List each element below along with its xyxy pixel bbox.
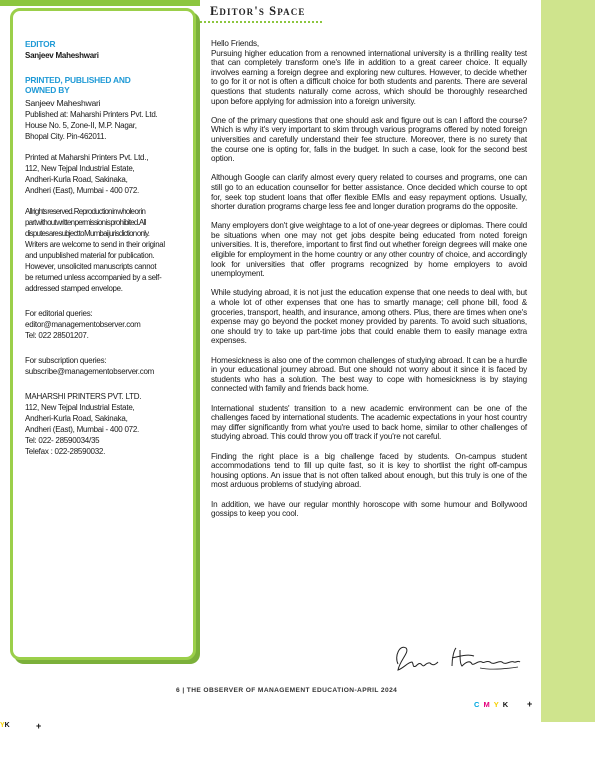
company-address-line: Andheri (East), Mumbai - 400 072.	[25, 424, 140, 434]
letter-paragraph: One of the primary questions that one should ask and figure out is can I afford the course? Which is why it's very important to skim through various programs offered by noted foreign universities and carefully understand their fee structure. Moreover, there is no surety that the course one is opting for, falls in the budget. In such a case, look for the second best option.	[211, 115, 527, 164]
rights-line: part without written permission is prohibited. All	[25, 217, 146, 227]
signature-stroke	[452, 648, 520, 666]
editor-heading: EDITOR	[25, 39, 56, 49]
editorial-phone: Tel: 022 28501207.	[25, 330, 89, 340]
page-number: 6	[176, 687, 181, 694]
editorial-email-link[interactable]: editor@managementobserver.com	[25, 319, 141, 329]
publisher-heading-line-1: PRINTED, PUBLISHED AND	[25, 74, 131, 85]
published-at-line: Bhopal City. Pin-462011.	[25, 131, 107, 141]
rights-section	[25, 206, 183, 294]
rights-line: disputes are subject to Mumbai jurisdiction only.	[25, 228, 150, 238]
magenta-mark: M	[483, 700, 491, 709]
page-title: Editor's Space	[210, 4, 306, 18]
rights-line: and unpublished material for publication.	[25, 250, 155, 260]
subscription-email-link[interactable]: subscribe@managementobserver.com	[25, 366, 155, 376]
company-telefax: Telefax : 022-28590032.	[25, 446, 106, 456]
letter-paragraph: Homesickness is also one of the common challenges of studying abroad. It can be a hurdle in your educational journey abroad. But one should not worry about it since it is faced by students who has a solution. The best way to cope with homesickness is by staying connected with family and friends back home.	[211, 355, 527, 394]
publisher-name: Sanjeev Maheshwari	[25, 97, 101, 108]
page-footer	[176, 687, 397, 694]
masthead-sidebar	[10, 8, 196, 660]
letter-paragraph: Finding the right place is a big challenge faced by students. On-campus student accommodations tend to fill up quite fast, so it is key to shortlist the right off-campus housing options. An issue that is not often talked about enough, but this truly is one of the most arduous problems of studying abroad.	[211, 451, 527, 490]
section-header	[200, 4, 530, 24]
publication-name: THE OBSERVER OF MANAGEMENT EDUCATION-APRIL 2024	[186, 687, 398, 694]
rights-line: All rights reserved. Reproduction in whole or in	[25, 206, 146, 216]
letter-paragraph: Pursuing higher education from a renowned international university is a thrilling reality test that can completely transform one's life in addition to a great career choice. It equally involves earning a foreign degree and exploring new cultures. However, to decide whether to go for it or not is often a difficult choice for both students and parents. There are several questions that students naturally come across, which should be thoroughly researched upon before applying for admission into a foreign university.	[211, 48, 527, 106]
signature-stroke	[397, 647, 438, 670]
rights-line: Writers are welcome to send in their original	[25, 239, 165, 249]
editor-signature	[390, 638, 530, 678]
printed-at-line: Printed at Maharshi Printers Pvt. Ltd.,	[25, 152, 149, 162]
letter-paragraph: Many employers don't give weightage to a lot of one-year degrees or diplomas. There could be situations when one may not get jobs despite being educated from noted foreign universities. It is, therefore, important to first find out whether foreign degrees will make one eligible for employment in the home country or any other country of choice, and accordingly look for universities that offer programs recognized by home employers to avoid unemployment.	[211, 221, 527, 279]
letter-paragraph: Although Google can clarify almost every query related to courses and programs, one can still go to an education counsellor for better assistance. Once decided which course to opt for, seek top student loans that offer flexible EMIs and easy repayment options. Usually, shorter duration programs charge less fee and longer duration programs do the opposite.	[211, 173, 527, 212]
subscription-queries-section	[25, 355, 183, 377]
registration-mark: +	[527, 699, 533, 709]
registration-mark: +	[36, 721, 42, 731]
company-name: MAHARSHI PRINTERS PVT. LTD.	[25, 391, 142, 401]
signature-drawing	[390, 638, 530, 678]
letter-paragraph: International students' transition to a new academic environment can be one of the challenges faced by international students. The academic expectations in your host country may differ significantly from what you're used to back home, similar to other challenges of studying abroad. This could throw you off track if you're not careful.	[211, 403, 527, 442]
right-green-band	[541, 0, 595, 722]
printed-at-line: 112, New Tejpal Industrial Estate,	[25, 163, 135, 173]
publisher-heading-line-2: OWNED BY	[25, 85, 70, 95]
publisher-section	[25, 75, 183, 142]
cmyk-color-marks	[474, 700, 509, 709]
editorial-queries-label: For editorial queries:	[25, 308, 93, 318]
company-phone: Tel: 022- 28590034/35	[25, 435, 100, 445]
rights-line: However, unsolicited manuscripts cannot	[25, 261, 157, 271]
footer-separator: |	[182, 687, 185, 694]
company-address-line: 112, New Tejpal Industrial Estate,	[25, 402, 135, 412]
top-green-band	[0, 0, 200, 6]
printed-at-line: Andheri (East), Mumbai - 400 072.	[25, 185, 140, 195]
letter-paragraph: In addition, we have our regular monthly horoscope with some humour and Bollywood gossips to keep you cool.	[211, 499, 527, 519]
printed-at-line: Andheri-Kurla Road, Sakinaka,	[25, 174, 128, 184]
company-address-line: Andheri-Kurla Road, Sakinaka,	[25, 413, 128, 423]
company-section	[25, 391, 183, 457]
signature-underline	[480, 667, 518, 669]
yellow-mark: Y	[0, 722, 5, 729]
cyan-mark: C	[474, 700, 481, 709]
bottom-print-marks	[0, 722, 10, 729]
rights-line: addressed stamped envelope.	[25, 283, 123, 293]
yellow-mark: Y	[493, 700, 500, 709]
letter-paragraph: While studying abroad, it is not just the education expense that one needs to deal with, but a whole lot of other expenses that one has to smartly manage; cell phone bill, food & groceries, transport, health, and insurance, among others. Plus, there are times when one's expense may go beyond the pocket money provided by parents. To avoid such situations, one should try to take up part-time jobs that could enable them to easily manage extra expenses.	[211, 288, 527, 346]
editor-name: Sanjeev Maheshwari	[25, 50, 99, 60]
published-at-line: House No. 5, Zone-II, M.P. Nagar,	[25, 120, 137, 130]
header-dotted-rule	[200, 21, 322, 23]
black-mark: K	[4, 722, 10, 729]
editorial-letter	[211, 39, 527, 528]
subscription-queries-label: For subscription queries:	[25, 355, 107, 365]
rights-line: be returned unless accompanied by a self-	[25, 272, 162, 282]
black-mark: K	[502, 700, 510, 709]
published-at-line: Published at: Maharshi Printers Pvt. Ltd.	[25, 109, 158, 119]
editor-section	[25, 39, 183, 61]
printed-at-section	[25, 152, 183, 196]
letter-greeting: Hello Friends,	[211, 39, 260, 48]
editorial-queries-section	[25, 308, 183, 341]
